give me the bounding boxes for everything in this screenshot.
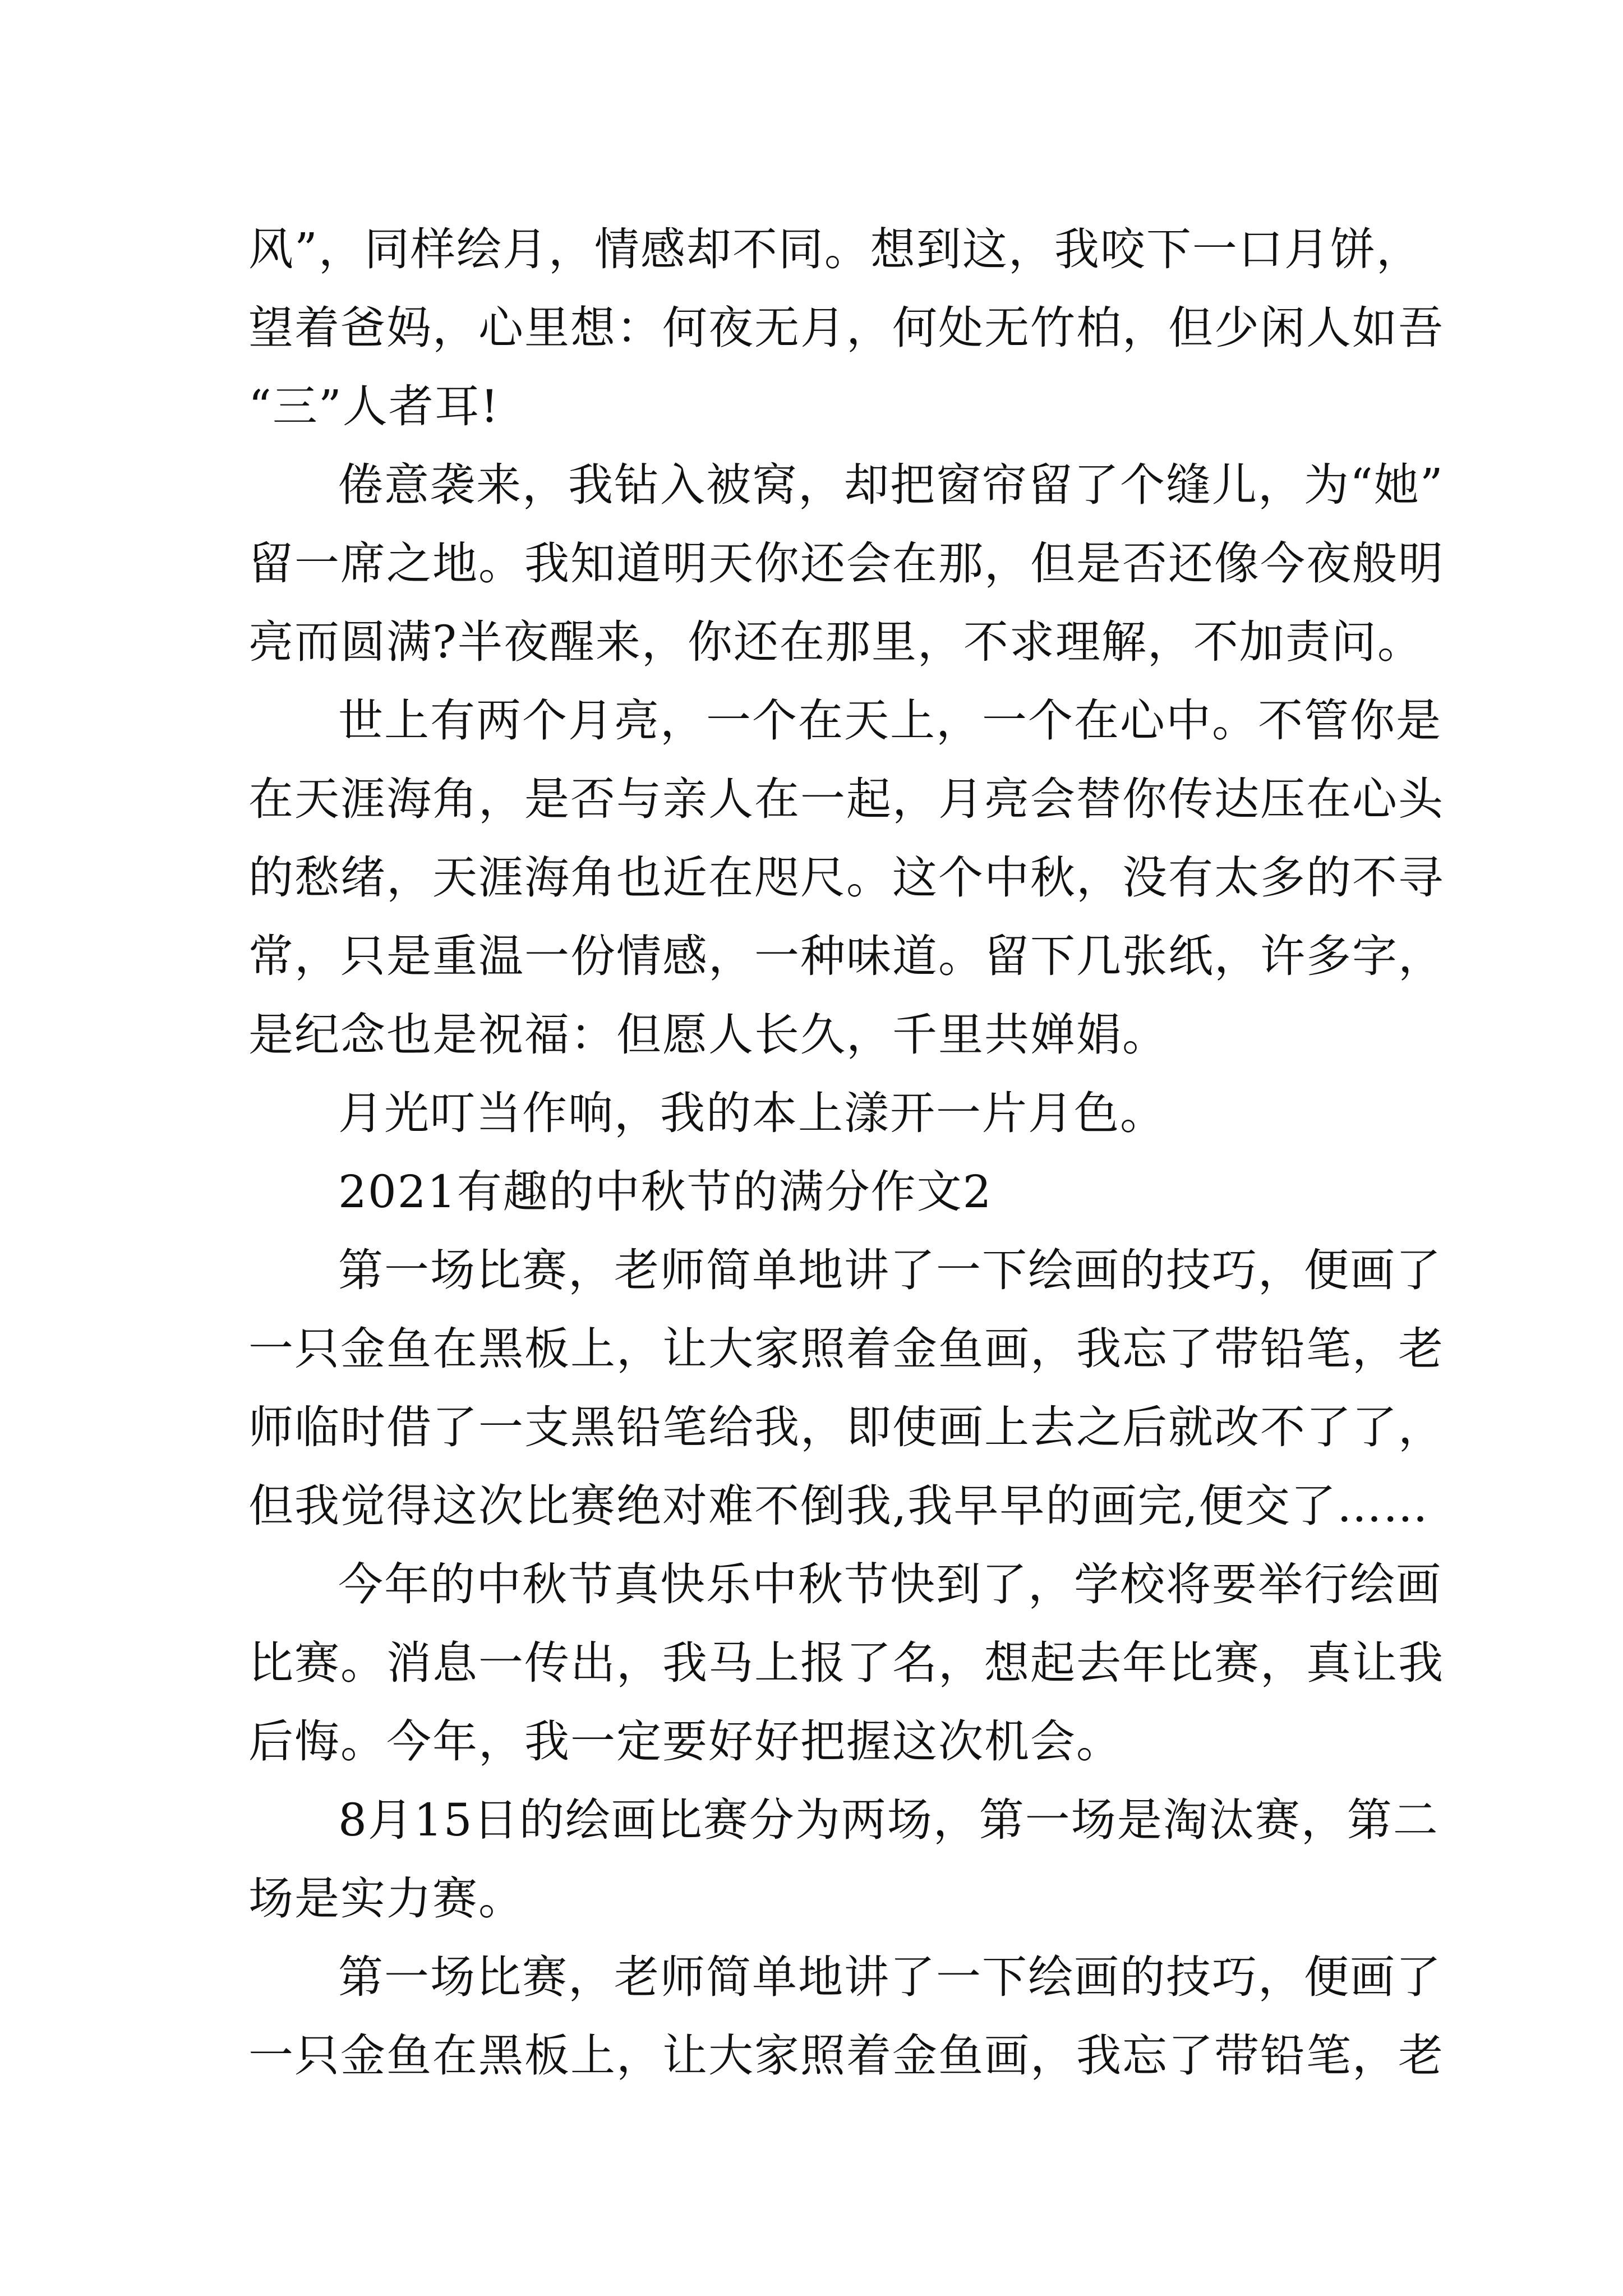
paragraph-start: 8月15日的绘画比赛分为两场，第一场是淘汰赛，第二 [338,1794,1439,1846]
text-line: 常，只是重温一份情感，一种味道。留下几张纸，许多字， [248,930,1444,982]
paragraph-start: 第一场比赛，老师简单地讲了一下绘画的技巧，便画了 [338,1951,1442,2003]
text-line: 风”，同样绘月，情感却不同。想到这，我咬下一口月饼， [248,223,1422,275]
text-line: 的愁绪，天涯海角也近在咫尺。这个中秋，没有太多的不寻 [248,852,1444,904]
text-line: 一只金鱼在黑板上，让大家照着金鱼画，我忘了带铅笔，老 [248,1323,1444,1375]
paragraph-start: 世上有两个月亮，一个在天上，一个在心中。不管你是 [338,694,1442,747]
text-line: 比赛。消息一传出，我马上报了名，想起去年比赛，真让我 [248,1637,1444,1689]
text-line: 师临时借了一支黑铅笔给我，即使画上去之后就改不了了， [248,1401,1444,1453]
text-line: 一只金鱼在黑板上，让大家照着金鱼画，我忘了带铅笔，老 [248,2030,1444,2082]
essay-heading: 2021有趣的中秋节的满分作文2 [338,1166,993,1218]
paragraph-start: 月光叮当作响，我的本上漾开一片月色。 [338,1087,1166,1139]
paragraph-start: 今年的中秋节真快乐中秋节快到了，学校将要举行绘画 [338,1558,1442,1611]
text-line: 是纪念也是祝福：但愿人长久，千里共婵娟。 [248,1009,1168,1061]
text-line: 但我觉得这次比赛绝对难不倒我,我早早的画完,便交了…… [248,1480,1429,1532]
text-line: 场是实力赛。 [248,1872,524,1925]
text-line: 亮而圆满?半夜醒来，你还在那里，不求理解，不加责问。 [248,616,1423,668]
text-line: 留一席之地。我知道明天你还会在那，但是否还像今夜般明 [248,537,1444,590]
paragraph-start: 倦意袭来，我钻入被窝，却把窗帘留了个缝儿，为“她” [338,459,1444,511]
text-line: “三”人者耳! [248,380,500,432]
essay-text [248,210,1444,2095]
text-line: 望着爸妈，心里想：何夜无月，何处无竹柏，但少闲人如吾 [248,302,1444,354]
paragraph-start: 第一场比赛，老师简单地讲了一下绘画的技巧，便画了 [338,1244,1442,1296]
text-line: 在天涯海角，是否与亲人在一起，月亮会替你传达压在心头 [248,773,1444,825]
text-line: 后悔。今年，我一定要好好把握这次机会。 [248,1715,1122,1768]
